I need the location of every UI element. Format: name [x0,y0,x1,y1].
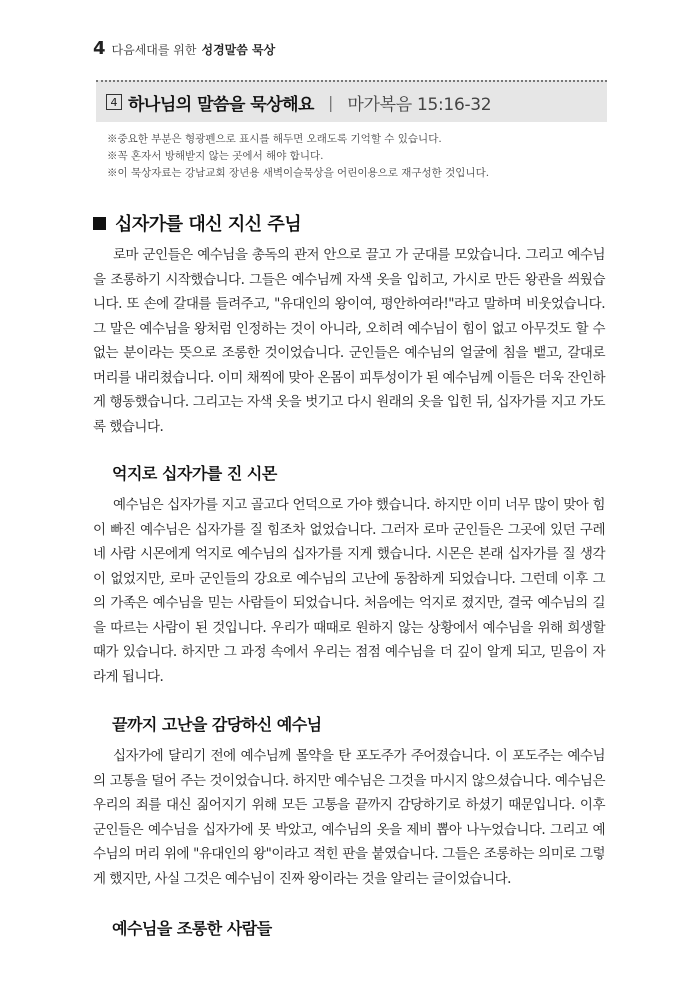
paragraph-3: 십자가에 달리기 전에 예수님께 몰약을 탄 포도주가 주어졌습니다. 이 포도주는 예수님의 고통을 덜어 주는 것이었습니다. 하지만 예수님은 그것을 마시지 않으셨습니다. 예수님은 우리의 죄를 대신 짊어지기 위해 모든 고통을 끝까지 감당하기로 하셨기 때문입니다. 이후 군인들은 예수님을 십자가에 못 박았고, 예수님의 옷을 제비 뽑아 나누었습니다. 그리고 예수님의 머리 위에 "유대인의 왕"이라고 적힌 판을 붙였습니다. 그들은 조롱하는 의미로 그렇게 했지만, 사실 그것은 예수님이 진짜 왕이라는 것을 알리는 글이었습니다. [93,748,605,887]
subheading-endured: 끝까지 고난을 감당하신 예수님 [112,715,322,734]
banner-title: 하나님의 말씀을 묵상해요 [128,94,314,115]
page-number: 4 [93,38,106,59]
scripture-reference: 마가복음 15:16-32 [347,94,492,115]
notes-list [107,131,587,182]
note-item: ※꼭 혼자서 방해받지 않는 곳에서 해야 합니다. [107,150,324,162]
series-title-bold: 성경말씀 묵상 [201,43,276,57]
subheading-simon: 억지로 십자가를 진 시몬 [112,464,277,483]
series-title: 다음세대를 위한 [111,43,197,57]
note-item: ※이 묵상자료는 강남교회 장년용 새벽이슬묵상을 어린이용으로 재구성한 것입니다. [107,167,490,179]
banner-number-box: 4 [106,94,122,110]
meditation-banner [96,80,607,122]
black-square-icon [93,217,106,230]
paragraph-2: 예수님은 십자가를 지고 골고다 언덕으로 가야 했습니다. 하지만 이미 너무 많이 맞아 힘이 빠진 예수님은 십자가를 질 힘조차 없었습니다. 그러자 로마 군인들은 그곳에 있던 구레네 사람 시몬에게 억지로 예수님의 십자가를 지게 했습니다. 시몬은 본래 십자가를 질 생각이 없었지만, 로마 군인들의 강요로 예수님의 고난에 동참하게 되었습니다. 그런데 이후 그의 가족은 예수님을 믿는 사람들이 되었습니다. 처음에는 억지로 졌지만, 결국 예수님의 길을 따르는 사람이 된 것입니다. 우리가 때때로 원하지 않는 상황에서 예수님을 위해 희생할 때가 있습니다. 하지만 그 과정 속에서 우리는 점점 예수님을 더 깊이 알게 되고, 믿음이 자라게 됩니다. [93,497,605,685]
section-heading [93,210,301,236]
subheading-mockers: 예수님을 조롱한 사람들 [112,919,272,938]
running-header [93,38,275,60]
banner-separator: | [327,92,334,112]
paragraph-1: 로마 군인들은 예수님을 총독의 관저 안으로 끌고 가 군대를 모았습니다. 그리고 예수님을 조롱하기 시작했습니다. 그들은 예수님께 자색 옷을 입히고, 가시로 만든 왕관을 씌웠습니다. 또 손에 갈대를 들려주고, "유대인의 왕이여, 평안하여라!"라고 말하며 비웃었습니다. 그 말은 예수님을 왕처럼 인정하는 것이 아니라, 오히려 예수님이 힘이 없고 아무것도 할 수 없는 분이라는 뜻으로 조롱한 것이었습니다. 군인들은 예수님의 얼굴에 침을 뱉고, 갈대로 머리를 내리쳤습니다. 이미 채찍에 맞아 온몸이 피투성이가 된 예수님께 이들은 더욱 잔인하게 행동했습니다. 그리고는 자색 옷을 벗기고 다시 원래의 옷을 입힌 뒤, 십자가를 지고 가도록 했습니다. [93,247,605,435]
note-item: ※중요한 부분은 형광펜으로 표시를 해두면 오래도록 기억할 수 있습니다. [107,133,442,145]
section-heading-text: 십자가를 대신 지신 주님 [115,214,302,235]
